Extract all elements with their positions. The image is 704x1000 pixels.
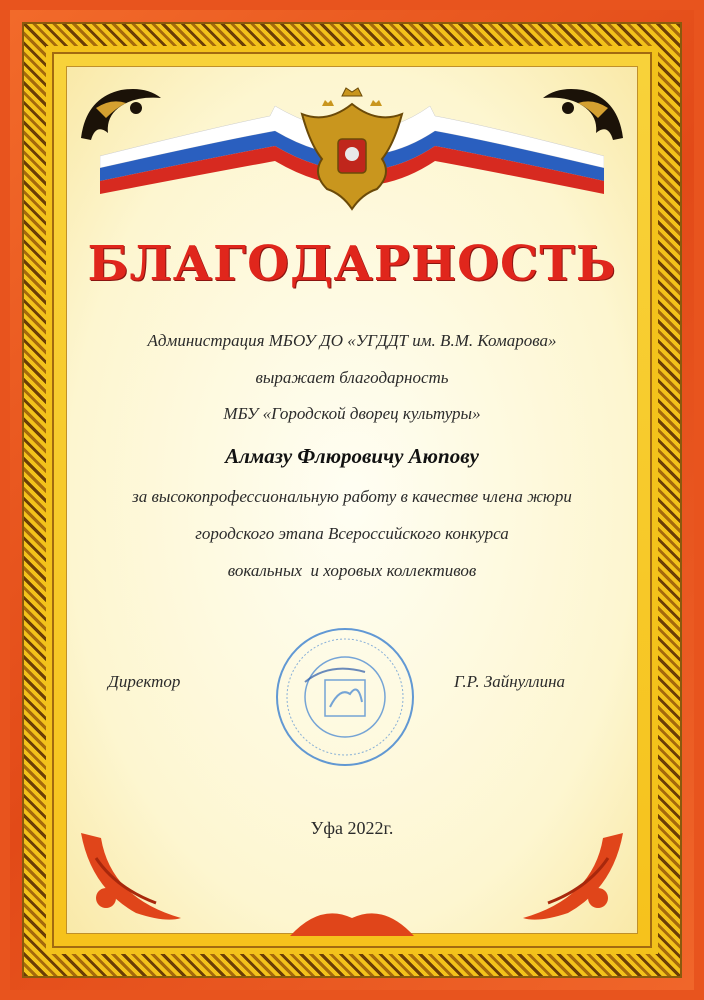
reason-line-2: городского этапа Всероссийского конкурса bbox=[195, 524, 509, 543]
bottom-right-ornament-icon bbox=[518, 828, 628, 928]
signature-name: Г.Р. Зайнуллина bbox=[454, 672, 566, 691]
certificate-title: БЛАГОДАРНОСТЬ bbox=[87, 236, 617, 292]
official-stamp-icon bbox=[270, 622, 420, 772]
city-year: Уфа 2022г. bbox=[310, 818, 394, 838]
coat-of-arms-icon bbox=[282, 84, 422, 224]
recipient-name: Алмазу Флюровичу Аюпову bbox=[225, 444, 479, 468]
reason-line-1: за высокопрофессиональную работу в качестве члена жюри bbox=[132, 487, 572, 506]
signature-role: Директор bbox=[108, 672, 181, 691]
bottom-left-ornament-icon bbox=[76, 828, 186, 928]
reason-line-3: вокальных и хоровых коллективов bbox=[227, 561, 477, 580]
bottom-center-ornament-icon bbox=[290, 898, 414, 938]
organization-line: МБУ «Городской дворец культуры» bbox=[223, 404, 481, 423]
gratitude-line: выражает благодарность bbox=[255, 368, 449, 387]
issuer-line: Администрация МБОУ ДО «УГДДТ им. В.М. Комарова» bbox=[147, 331, 557, 350]
